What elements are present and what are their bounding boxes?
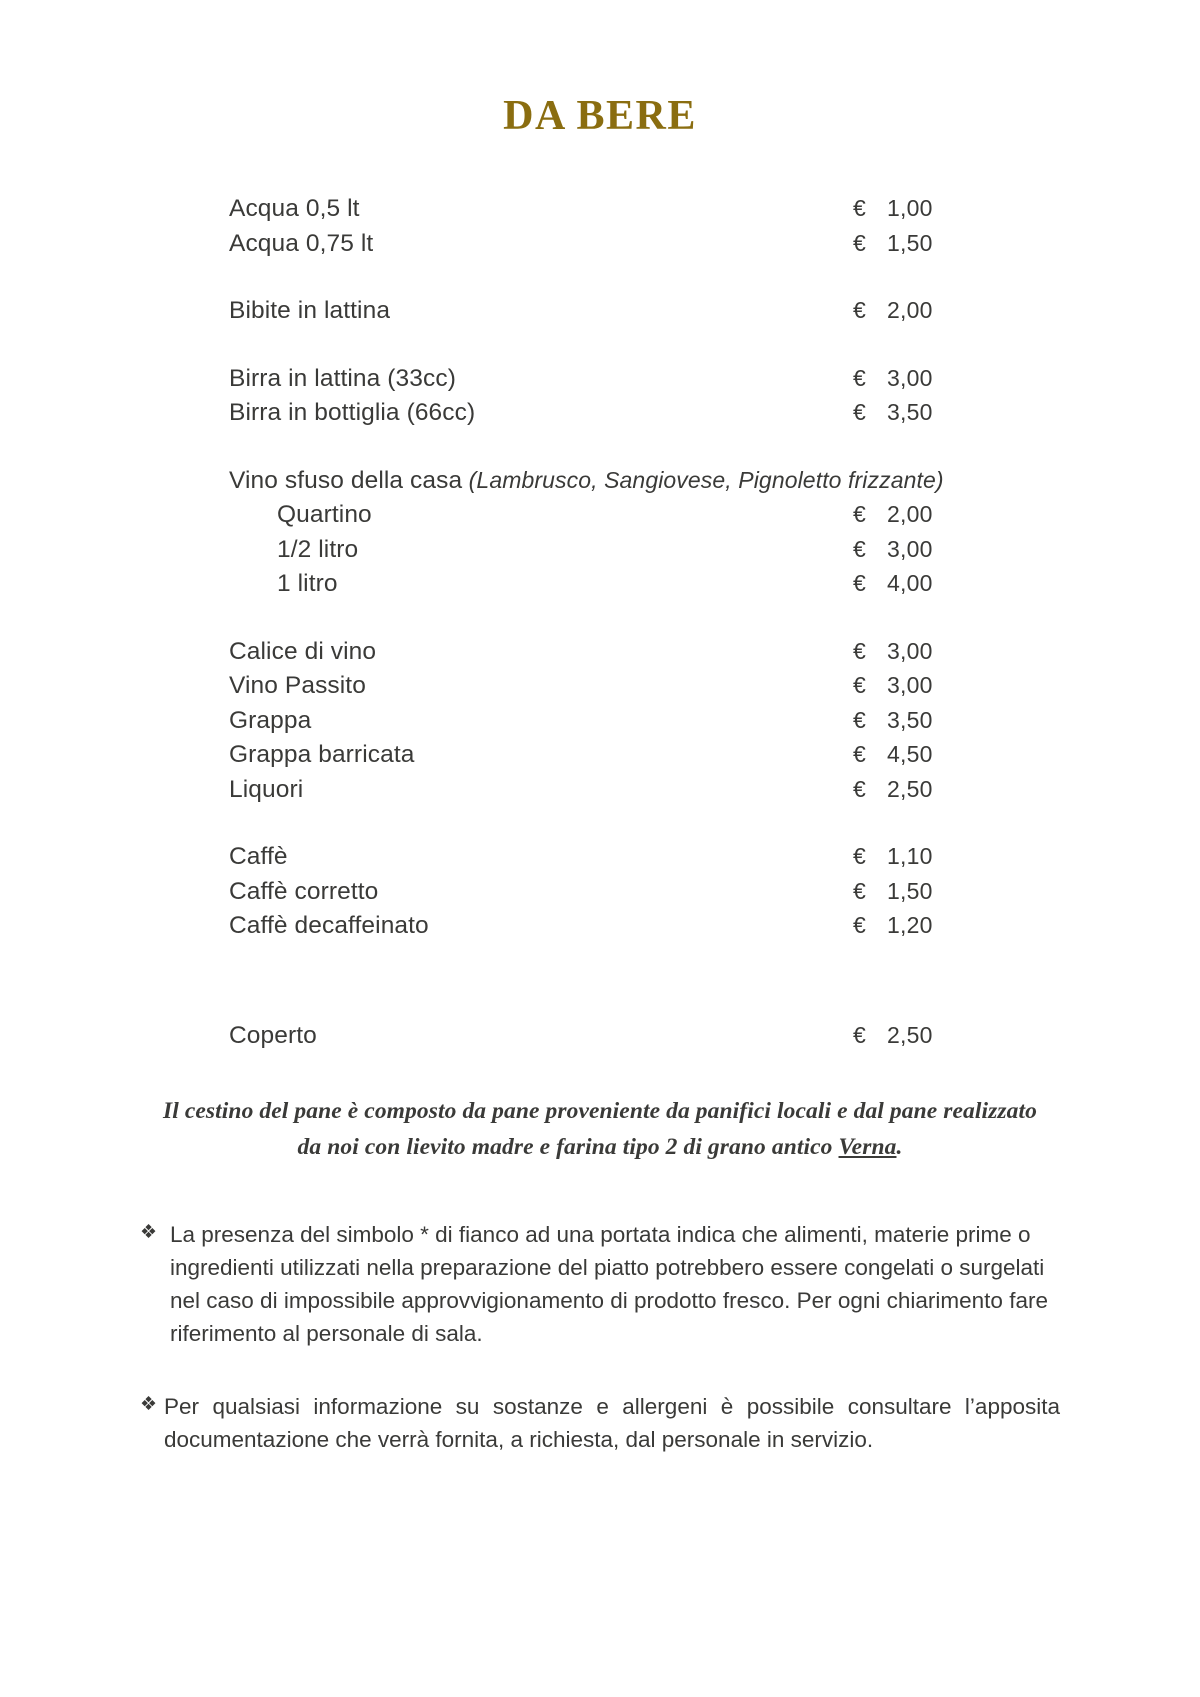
item-name: Grappa — [229, 706, 312, 734]
price-amount: 3,50 — [887, 399, 933, 425]
currency-symbol: € — [853, 1021, 866, 1048]
coperto-section — [229, 944, 971, 1054]
price-amount: 4,00 — [887, 570, 933, 596]
currency-symbol: € — [853, 912, 866, 938]
currency-symbol: € — [853, 229, 866, 256]
item-price — [853, 674, 971, 697]
menu-group-vini-liquori — [229, 635, 971, 808]
bread-note — [160, 1053, 1040, 1166]
menu-group-vino-sfuso — [229, 464, 971, 602]
footnote-frozen-symbol — [140, 1218, 1060, 1350]
item-price — [853, 364, 971, 391]
item-name: Calice di vino — [229, 637, 377, 665]
menu-row — [229, 773, 971, 808]
item-price — [853, 637, 971, 664]
currency-symbol: € — [853, 364, 866, 391]
item-price — [853, 572, 971, 595]
price-amount: 3,00 — [887, 637, 933, 664]
menu-row — [229, 227, 971, 262]
item-price — [853, 401, 971, 424]
bread-note-line-2-prefix: da noi con lievito madre e farina tipo 2 di grano antico — [297, 1134, 839, 1161]
menu-row — [229, 464, 971, 499]
price-amount: 1,50 — [887, 229, 933, 256]
currency-symbol: € — [853, 399, 866, 425]
item-description: (Lambrusco, Sangiovese, Pignoletto frizzante) — [462, 466, 944, 493]
item-price — [853, 914, 971, 937]
item-price — [853, 229, 971, 256]
item-price — [853, 1021, 971, 1048]
item-name: Birra in bottiglia (66cc) — [229, 399, 476, 426]
price-amount: 2,50 — [887, 775, 933, 802]
price-amount: 3,00 — [887, 364, 933, 391]
item-name: Quartino — [277, 501, 372, 528]
item-price — [853, 775, 971, 802]
footnote-text: Per qualsiasi informazione su sostanze e allergeni è possibile consultare l’apposita documentazione che verrà fornita, a richiesta, dal personale in servizio. — [164, 1394, 1060, 1453]
item-price — [853, 197, 971, 220]
price-amount: 3,00 — [887, 535, 933, 562]
currency-symbol: € — [853, 741, 866, 767]
price-amount: 2,00 — [887, 501, 933, 527]
currency-symbol: € — [853, 706, 866, 733]
price-amount: 1,00 — [887, 195, 933, 221]
bread-note-flour-name: Verna — [838, 1134, 897, 1161]
price-amount: 1,20 — [887, 912, 933, 938]
currency-symbol: € — [853, 637, 866, 664]
item-name: Acqua 0,75 lt — [229, 229, 374, 257]
menu-row — [229, 704, 971, 739]
currency-symbol: € — [853, 877, 866, 904]
bread-note-line-2 — [160, 1129, 1040, 1165]
item-name: 1/2 litro — [277, 535, 359, 563]
menu-row — [229, 635, 971, 670]
menu-row — [229, 498, 971, 533]
currency-symbol: € — [853, 570, 866, 596]
item-price — [853, 877, 971, 904]
price-amount: 2,50 — [887, 1021, 933, 1048]
menu-row — [229, 567, 971, 602]
menu-row — [229, 362, 971, 397]
price-amount: 2,00 — [887, 297, 933, 323]
item-price — [853, 845, 971, 868]
item-price — [853, 535, 971, 562]
menu-row — [229, 396, 971, 431]
item-name: Vino Passito — [229, 672, 366, 699]
footnotes-container — [140, 1166, 1060, 1456]
price-amount: 1,10 — [887, 843, 933, 869]
menu-group-bibite — [229, 294, 971, 329]
diamond-bullet-icon: ❖ — [140, 1221, 158, 1243]
menu-row — [229, 875, 971, 910]
menu-row-coperto — [229, 1019, 971, 1054]
item-name: Caffè decaffeinato — [229, 912, 429, 939]
menu-row — [229, 738, 971, 773]
footnote-text: La presenza del simbolo * di fianco ad una portata indica che alimenti, materie prime o ingredienti utilizzati nella preparazione del piatto potrebbero essere congelati o surgelati nel caso di impossibile approvvigionamento di prodotto fresco. Per ogni chiarimento fare riferimento al personale di sala. — [170, 1221, 1048, 1347]
item-name: 1 litro — [277, 570, 338, 597]
menu-row — [229, 533, 971, 568]
item-name: Vino sfuso della casa (Lambrusco, Sangiovese, Pignoletto frizzante) — [229, 466, 944, 494]
item-price — [853, 503, 971, 526]
item-price — [853, 706, 971, 733]
bread-note-line-1: Il cestino del pane è composto da pane proveniente da panifici locali e dal pane realizzato — [163, 1098, 1037, 1124]
currency-symbol: € — [853, 535, 866, 562]
diamond-bullet-icon: ❖ — [140, 1394, 158, 1416]
price-amount: 1,50 — [887, 877, 933, 904]
item-name: Caffè corretto — [229, 877, 379, 905]
menu-row — [229, 669, 971, 704]
item-name: Grappa barricata — [229, 741, 415, 768]
currency-symbol: € — [853, 195, 866, 221]
menu-group-caffe — [229, 840, 971, 944]
menu-row — [229, 294, 971, 329]
menu-items-container — [229, 137, 971, 944]
item-name: Caffè — [229, 843, 288, 870]
currency-symbol: € — [853, 297, 866, 323]
menu-row — [229, 192, 971, 227]
menu-group-acqua — [229, 192, 971, 261]
menu-group-birra — [229, 362, 971, 431]
item-name: Birra in lattina (33cc) — [229, 364, 456, 392]
currency-symbol: € — [853, 501, 866, 527]
item-name: Bibite in lattina — [229, 297, 391, 324]
item-price — [853, 299, 971, 322]
bread-note-line-2-suffix: . — [896, 1134, 903, 1161]
item-name: Coperto — [229, 1021, 317, 1049]
item-name: Liquori — [229, 775, 304, 803]
menu-row — [229, 909, 971, 944]
footnote-allergens — [140, 1390, 1060, 1456]
price-amount: 3,00 — [887, 672, 933, 698]
price-amount: 3,50 — [887, 706, 933, 733]
currency-symbol: € — [853, 672, 866, 698]
item-name: Acqua 0,5 lt — [229, 195, 360, 222]
menu-row — [229, 840, 971, 875]
currency-symbol: € — [853, 843, 866, 869]
item-price — [853, 743, 971, 766]
price-amount: 4,50 — [887, 741, 933, 767]
currency-symbol: € — [853, 775, 866, 802]
page-title: DA BERE — [503, 93, 697, 139]
